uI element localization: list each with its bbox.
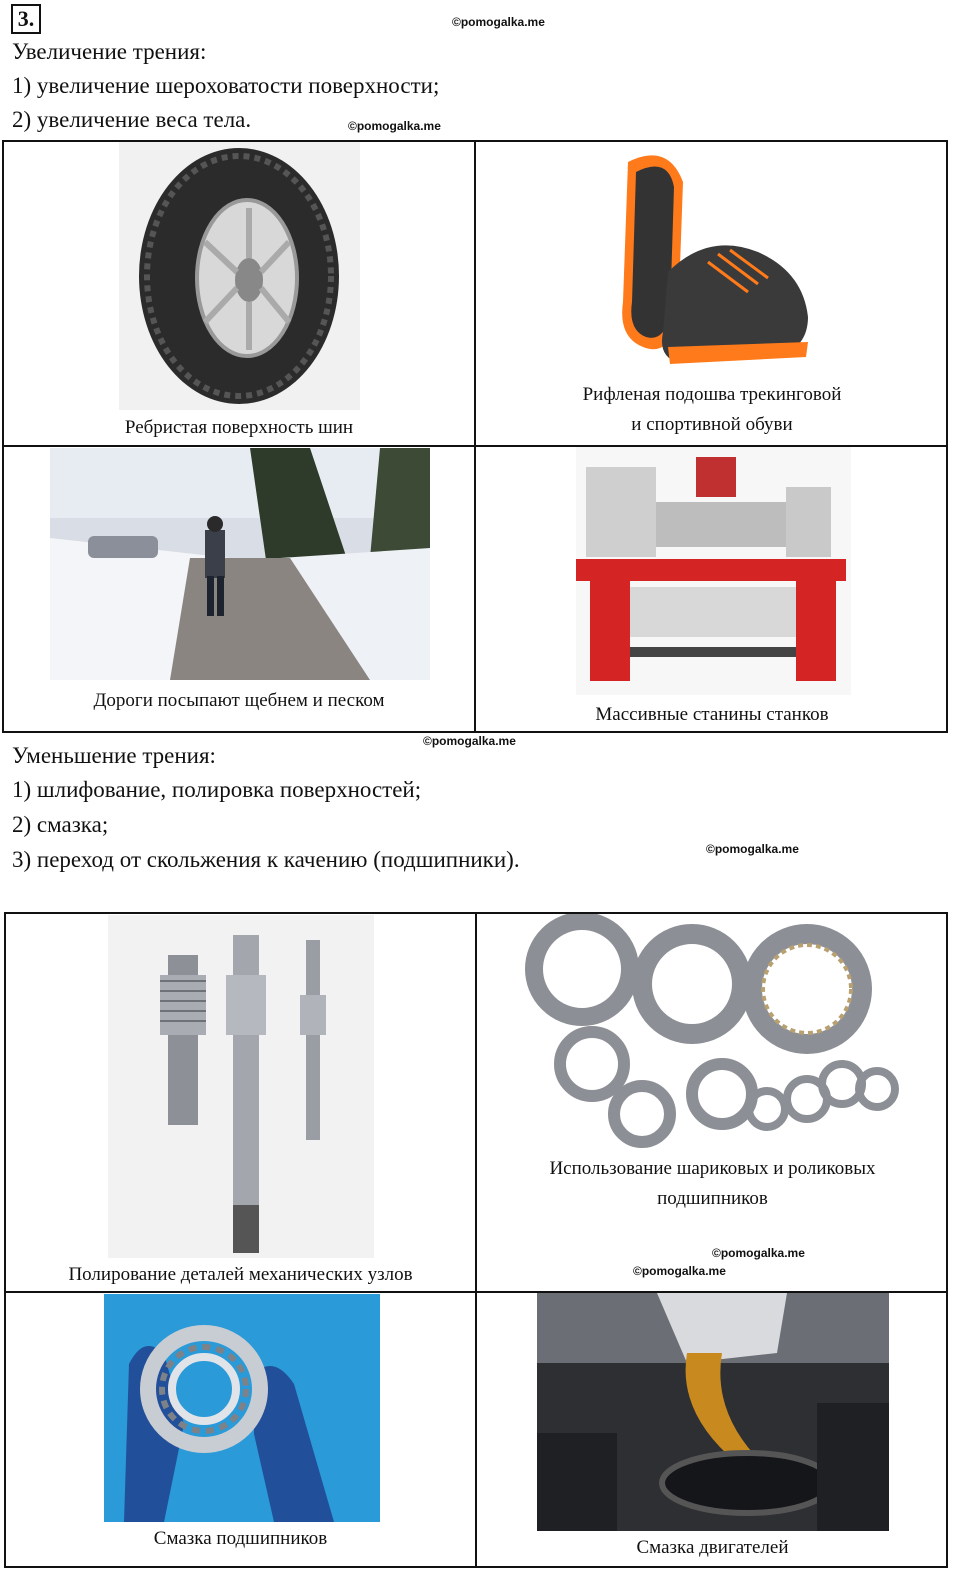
- cell-caption: [6, 1524, 475, 1554]
- caption-line: и спортивной обуви: [631, 414, 793, 435]
- caption-line: Дороги посыпают щебнем и песком: [93, 690, 385, 711]
- decrease-item-2: 2) смазка;: [12, 812, 109, 837]
- decrease-heading: Уменьшение трения:: [12, 743, 216, 768]
- cell-caption: [476, 700, 948, 730]
- bearings-image: [522, 914, 902, 1150]
- cell-caption: [477, 1533, 948, 1563]
- caption-line: Полирование деталей механических узлов: [68, 1264, 413, 1285]
- decrease-item-3: 3) переход от скольжения к качению (подшипники).: [12, 847, 520, 872]
- road-image: [50, 448, 430, 680]
- watermark: ©pomogalka.me: [423, 734, 516, 748]
- caption-line: Массивные станины станков: [595, 704, 829, 725]
- engine-oil-image: [537, 1293, 889, 1531]
- cell-caption: [476, 380, 948, 440]
- caption-line: Рифленая подошва трекинговой: [582, 384, 842, 405]
- shafts-image: [108, 915, 374, 1258]
- increase-heading: Увеличение трения:: [12, 39, 207, 64]
- caption-line: Смазка двигателей: [636, 1537, 789, 1558]
- increase-item-2: 2) увеличение веса тела.: [12, 107, 252, 132]
- cell-caption: [477, 1154, 948, 1214]
- caption-line: Использование шариковых и роликовых: [549, 1158, 876, 1179]
- shoe-image: [608, 142, 812, 374]
- watermark: ©pomogalka.me: [633, 1264, 726, 1278]
- increase-item-1: 1) увеличение шероховатости поверхности;: [12, 73, 440, 98]
- cell-caption: [4, 413, 474, 443]
- watermark: ©pomogalka.me: [712, 1246, 805, 1260]
- caption-line: Смазка подшипников: [153, 1528, 328, 1549]
- caption-line: Ребристая поверхность шин: [124, 417, 354, 438]
- cell-caption: [4, 686, 474, 716]
- gloves-bearing-image: [104, 1294, 380, 1522]
- watermark: ©pomogalka.me: [706, 842, 799, 856]
- decrease-item-1: 1) шлифование, полировка поверхностей;: [12, 777, 422, 802]
- watermark: ©pomogalka.me: [348, 119, 441, 133]
- task-number: 3.: [11, 4, 41, 34]
- cell-caption: [6, 1260, 475, 1290]
- table-divider: [475, 912, 477, 1568]
- lathe-image: [576, 447, 851, 695]
- tire-image: [119, 142, 360, 410]
- caption-line: подшипников: [657, 1188, 768, 1209]
- watermark: ©pomogalka.me: [452, 15, 545, 29]
